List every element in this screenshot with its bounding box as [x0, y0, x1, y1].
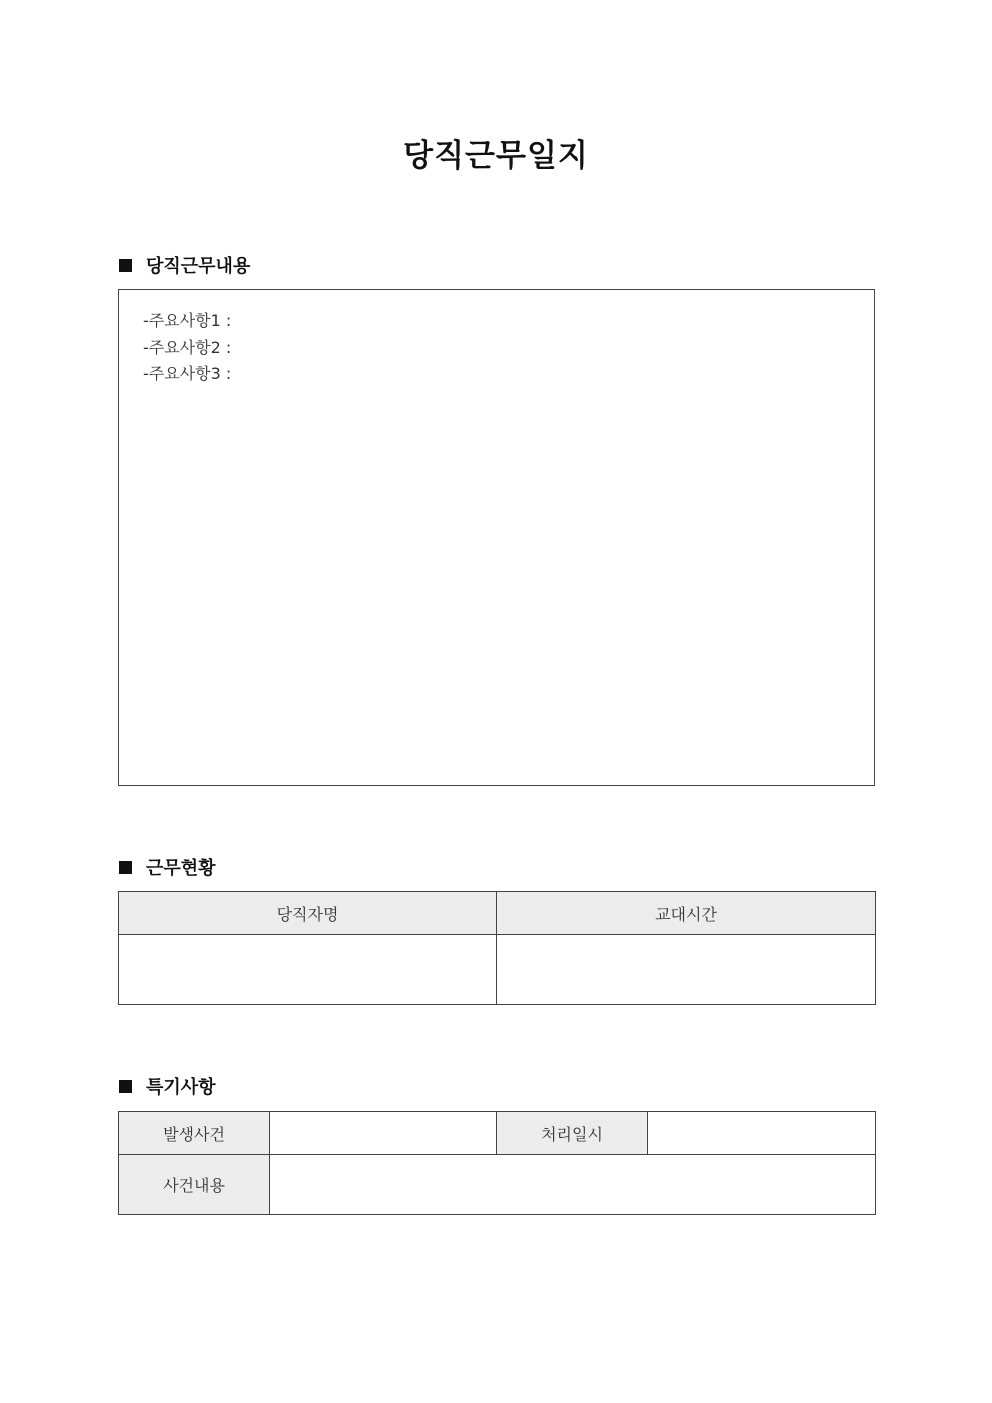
incident-value-cell[interactable]: [270, 1112, 497, 1155]
table-row: [119, 935, 876, 1005]
handled-at-value-cell[interactable]: [648, 1112, 876, 1155]
handled-at-label-cell: 처리일시: [497, 1112, 648, 1155]
incident-label-cell: 발생사건: [119, 1112, 270, 1155]
special-notes-table: [118, 1111, 876, 1215]
table-header-row: [119, 892, 876, 935]
details-label-cell: 사건내용: [119, 1155, 270, 1215]
square-icon: [119, 1080, 132, 1093]
square-icon: [119, 861, 132, 874]
duty-item-list: [143, 308, 231, 388]
duty-officer-cell[interactable]: [119, 935, 497, 1005]
duty-item-2: -주요사항2 :: [143, 337, 232, 357]
section-heading-label: 당직근무내용: [146, 256, 251, 277]
duty-content-box[interactable]: [118, 289, 875, 786]
section-heading-label: 특기사항: [146, 1077, 216, 1098]
work-status-table: [118, 891, 876, 1005]
column-header-shift-time: 교대시간: [497, 892, 876, 935]
table-row: [119, 1155, 876, 1215]
duty-item-1: -주요사항1 :: [143, 311, 232, 330]
section-heading-label: 근무현황: [146, 858, 216, 879]
section-heading-special-notes: [119, 1074, 216, 1098]
column-header-duty-officer: 당직자명: [119, 892, 497, 935]
duty-item-3: -주요사항3 :: [143, 364, 232, 383]
shift-time-cell[interactable]: [497, 935, 876, 1005]
details-value-cell[interactable]: [270, 1155, 876, 1215]
section-heading-duty-content: [119, 253, 250, 277]
page-title: 당직근무일지: [403, 138, 589, 174]
section-heading-work-status: [119, 855, 216, 879]
square-icon: [119, 259, 132, 272]
table-row: [119, 1112, 876, 1155]
